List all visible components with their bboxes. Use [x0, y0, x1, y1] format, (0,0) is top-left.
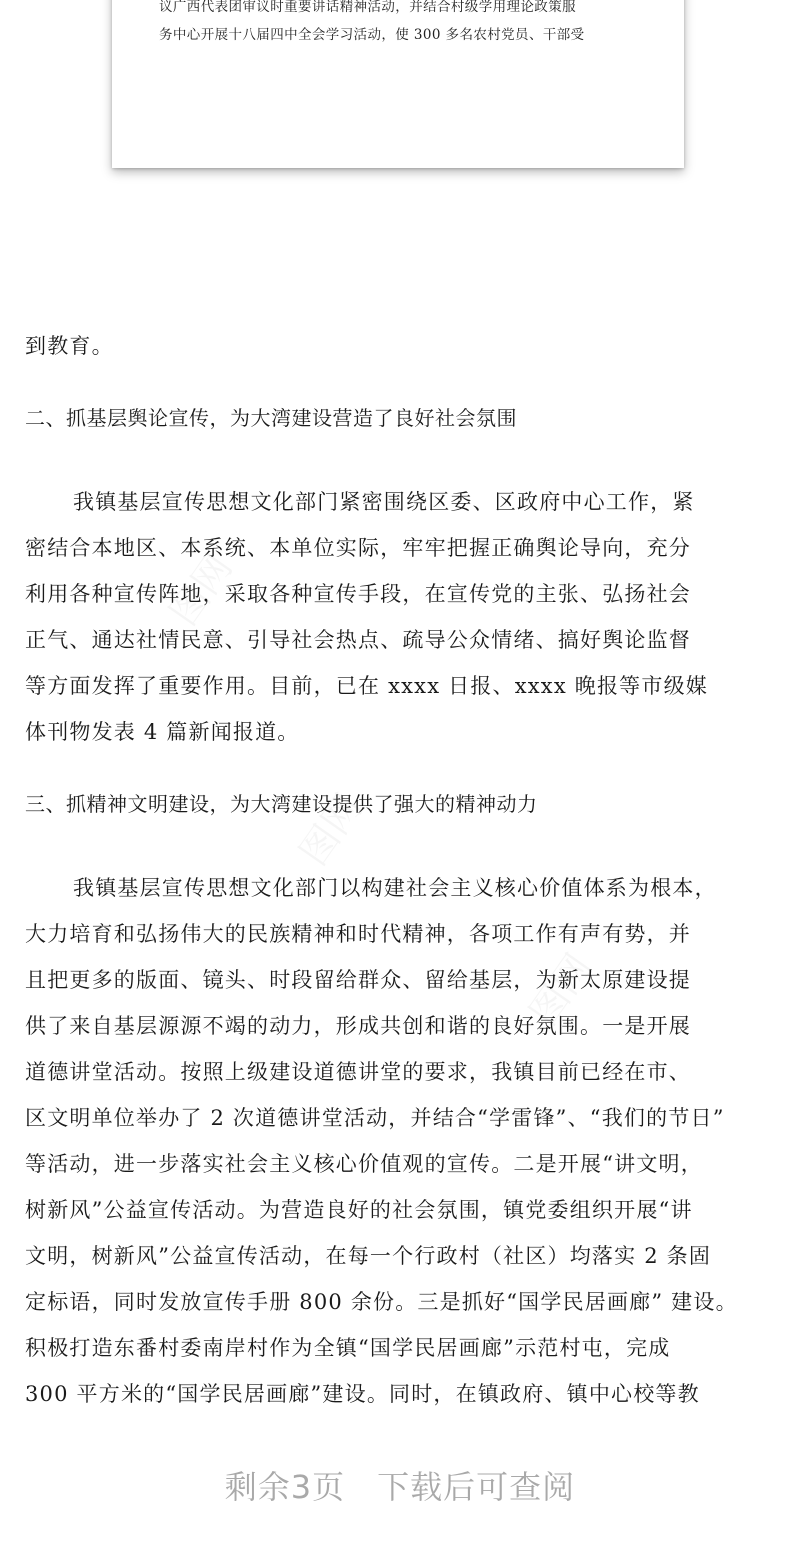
paragraph-line: 道德讲堂活动。按照上级建设道德讲堂的要求，我镇目前已经在市、 — [25, 1060, 691, 1084]
paragraph-line: 我镇基层宣传思想文化部门紧密围绕区委、区政府中心工作，紧 — [73, 490, 695, 514]
paragraph-line: 密结合本地区、本系统、本单位实际，牢牢把握正确舆论导向，充分 — [25, 536, 691, 560]
section-heading: 二、抓基层舆论宣传，为大湾建设营造了良好社会氛围 — [25, 406, 517, 430]
paragraph-line: 利用各种宣传阵地，采取各种宣传手段，在宣传党的主张、弘扬社会 — [25, 582, 691, 606]
remaining-pages-text: 剩余3页 — [224, 1468, 346, 1506]
paragraph-line: 体刊物发表 4 篇新闻报道。 — [25, 720, 300, 744]
paragraph-line: 积极打造东番村委南岸村作为全镇“国学民居画廊”示范村屯，完成 — [25, 1336, 671, 1360]
paragraph-line: 等方面发挥了重要作用。目前，已在 xxxx 日报、xxxx 晚报等市级媒 — [25, 674, 708, 698]
download-to-view-text: 下载后可查阅 — [377, 1468, 576, 1506]
paragraph-line: 树新风”公益宣传活动。为营造良好的社会氛围，镇党委组织开展“讲 — [25, 1198, 693, 1222]
paragraph-line: 等活动，进一步落实社会主义核心价值观的宣传。二是开展“讲文明， — [25, 1152, 703, 1176]
previous-page-card — [112, 0, 684, 168]
paragraph-line: 正气、通达社情民意、引导社会热点、疏导公众情绪、搞好舆论监督 — [25, 628, 691, 652]
paragraph-line: 定标语，同时发放宣传手册 800 余份。三是抓好“国学民居画廊” 建设。 — [25, 1290, 738, 1314]
paragraph-line: 到教育。 — [25, 334, 114, 358]
download-prompt[interactable] — [0, 1462, 800, 1508]
paragraph-line: 且把更多的版面、镜头、时段留给群众、留给基层，为新太原建设提 — [25, 968, 691, 992]
paragraph-line: 大力培育和弘扬伟大的民族精神和时代精神，各项工作有声有势，并 — [25, 922, 691, 946]
paragraph-line: 我镇基层宣传思想文化部门以构建社会主义核心价值体系为根本， — [73, 876, 717, 900]
previous-page-line: 务中心开展十八届四中全会学习活动，使 300 多名农村党员、干部受 — [159, 27, 585, 43]
section-heading: 三、抓精神文明建设，为大湾建设提供了强大的精神动力 — [25, 792, 538, 816]
paragraph-line: 300 平方米的“国学民居画廊”建设。同时，在镇政府、镇中心校等教 — [25, 1382, 700, 1406]
paragraph-line: 区文明单位举办了 2 次道德讲堂活动，并结合“学雷锋”、“我们的节日” — [25, 1106, 725, 1130]
previous-page-line: 议广西代表团审议时重要讲话精神活动，并结合村级学用理论政策服 — [159, 0, 576, 15]
paragraph-line: 供了来自基层源源不竭的动力，形成共创和谐的良好氛围。一是开展 — [25, 1014, 691, 1038]
paragraph-line: 文明，树新风”公益宣传活动，在每一个行政村（社区）均落实 2 条固 — [25, 1244, 712, 1268]
